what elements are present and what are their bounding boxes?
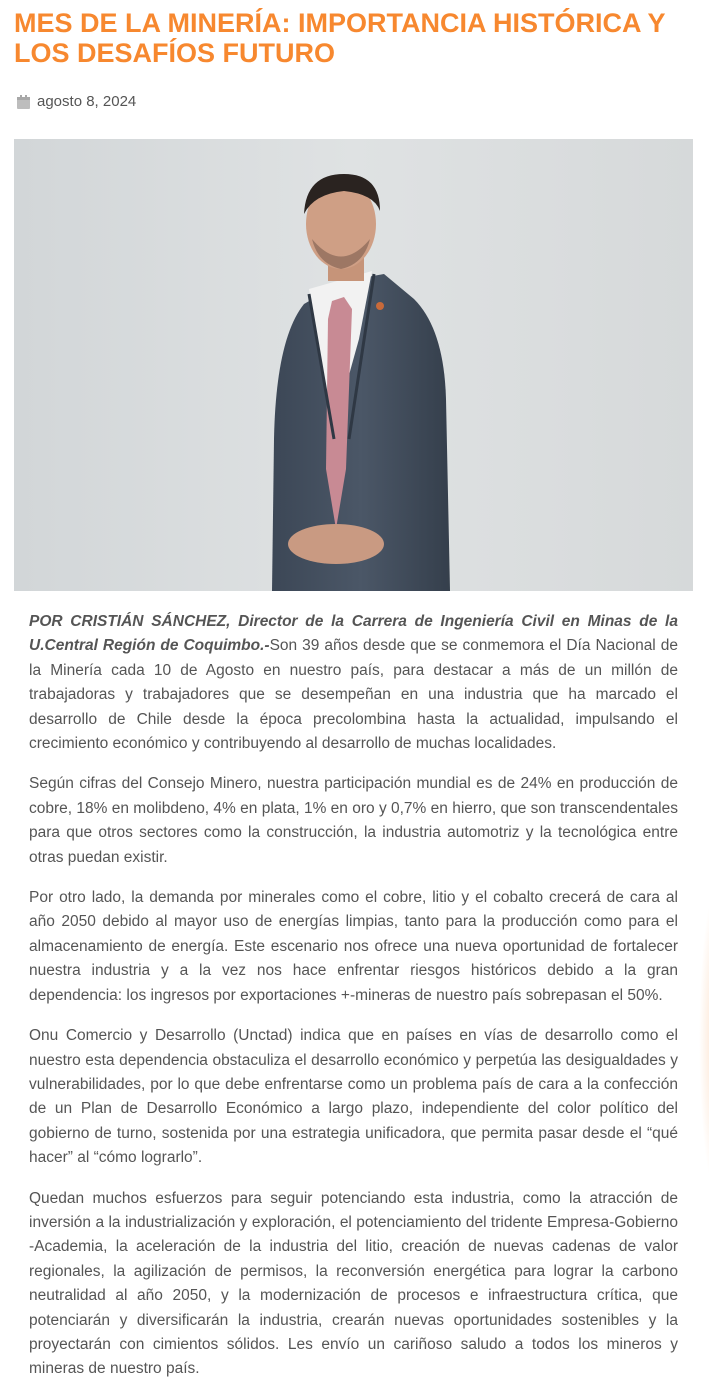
- article-body: [29, 610, 678, 1398]
- calendar-icon: [17, 95, 30, 109]
- article-paragraph-5: Quedan muchos esfuerzos para seguir potenciando esta industria, como la atracción de inversión a la industrialización y exploración, el potenciamiento del tridente Empresa-Gobierno -Academia, la aceleración de la industria del litio, creación de nuevas cadenas de valor regionales, la agilización de permisos, la reconversión energética para lograr la carbono neutralidad al año 2050, y la modernización de procesos e infraestructura crítica, que potenciarán y diversificarán la industria, crearán nuevas oportunidades sostenibles y la proyectarán con cimientos sólidos. Les envío un cariñoso saludo a todos los mineros y mineras de nuestro país.: [29, 1189, 678, 1378]
- portrait-photo: [14, 139, 693, 591]
- article-paragraph-3: Por otro lado, la demanda por minerales como el cobre, litio y el cobalto crecerá de cara al año 2050 debido al mayor uso de energías limpias, tanto para la producción como para el almacenamiento de energía. Este escenario nos ofrece una nueva oportunidad de fortalecer nuestra industria y a la vez nos hace enfrentar riesgos históricos debido a la gran dependencia: los ingresos por exportaciones +-mineras de nuestro país sobrepasan el 50%.: [29, 889, 678, 1004]
- post-meta: [17, 93, 136, 110]
- article-paragraph-2: Según cifras del Consejo Minero, nuestra participación mundial es de 24% en producción de cobre, 18% en molibdeno, 4% en plata, 1% en oro y 0,7% en hierro, que son transcendentales para que otros sectores como la construcción, la industria automotriz y la tecnológica entre otras puedan existir.: [29, 775, 678, 866]
- article-paragraph-4: Onu Comercio y Desarrollo (Unctad) indica que en países en vías de desarrollo como el nuestro esta dependencia obstaculiza el desarrollo económico y perpetúa las desigualdades y vulnerabilidades, por lo que debe enfrentarse como un problema país de cara a la confección de un Plan de Desarrollo Económico a largo plazo, independiente del color político del gobierno de turno, sostenida por una estrategia unificadora, que permita pasar desde el “qué hacer” al “cómo lograrlo”.: [29, 1027, 678, 1167]
- post-date[interactable]: agosto 8, 2024: [37, 93, 137, 110]
- post-title: MES DE LA MINERÍA: IMPORTANCIA HISTÓRICA Y LOS DESAFÍOS FUTURO: [14, 8, 666, 68]
- paragraph-1-text: Son 39 años desde que se conmemora el Día Nacional de la Minería cada 10 de Agosto en nuestro país, para destacar a más de un millón de trabajadoras y trabajadores que se desempeñan en una industria que ha marcado el desarrollo de Chile desde la época precolombina hasta la actualidad, impulsando el crecimiento económico y contribuyendo al desarrollo de muchas localidades.: [29, 637, 678, 753]
- edge-glow-decoration: [699, 880, 709, 1200]
- byline: POR CRISTIÁN SÁNCHEZ, Director de la Carrera de Ingeniería Civil en Minas de la U.Central Región de Coquimbo.-: [29, 613, 678, 655]
- article-paragraph-1: [29, 610, 678, 756]
